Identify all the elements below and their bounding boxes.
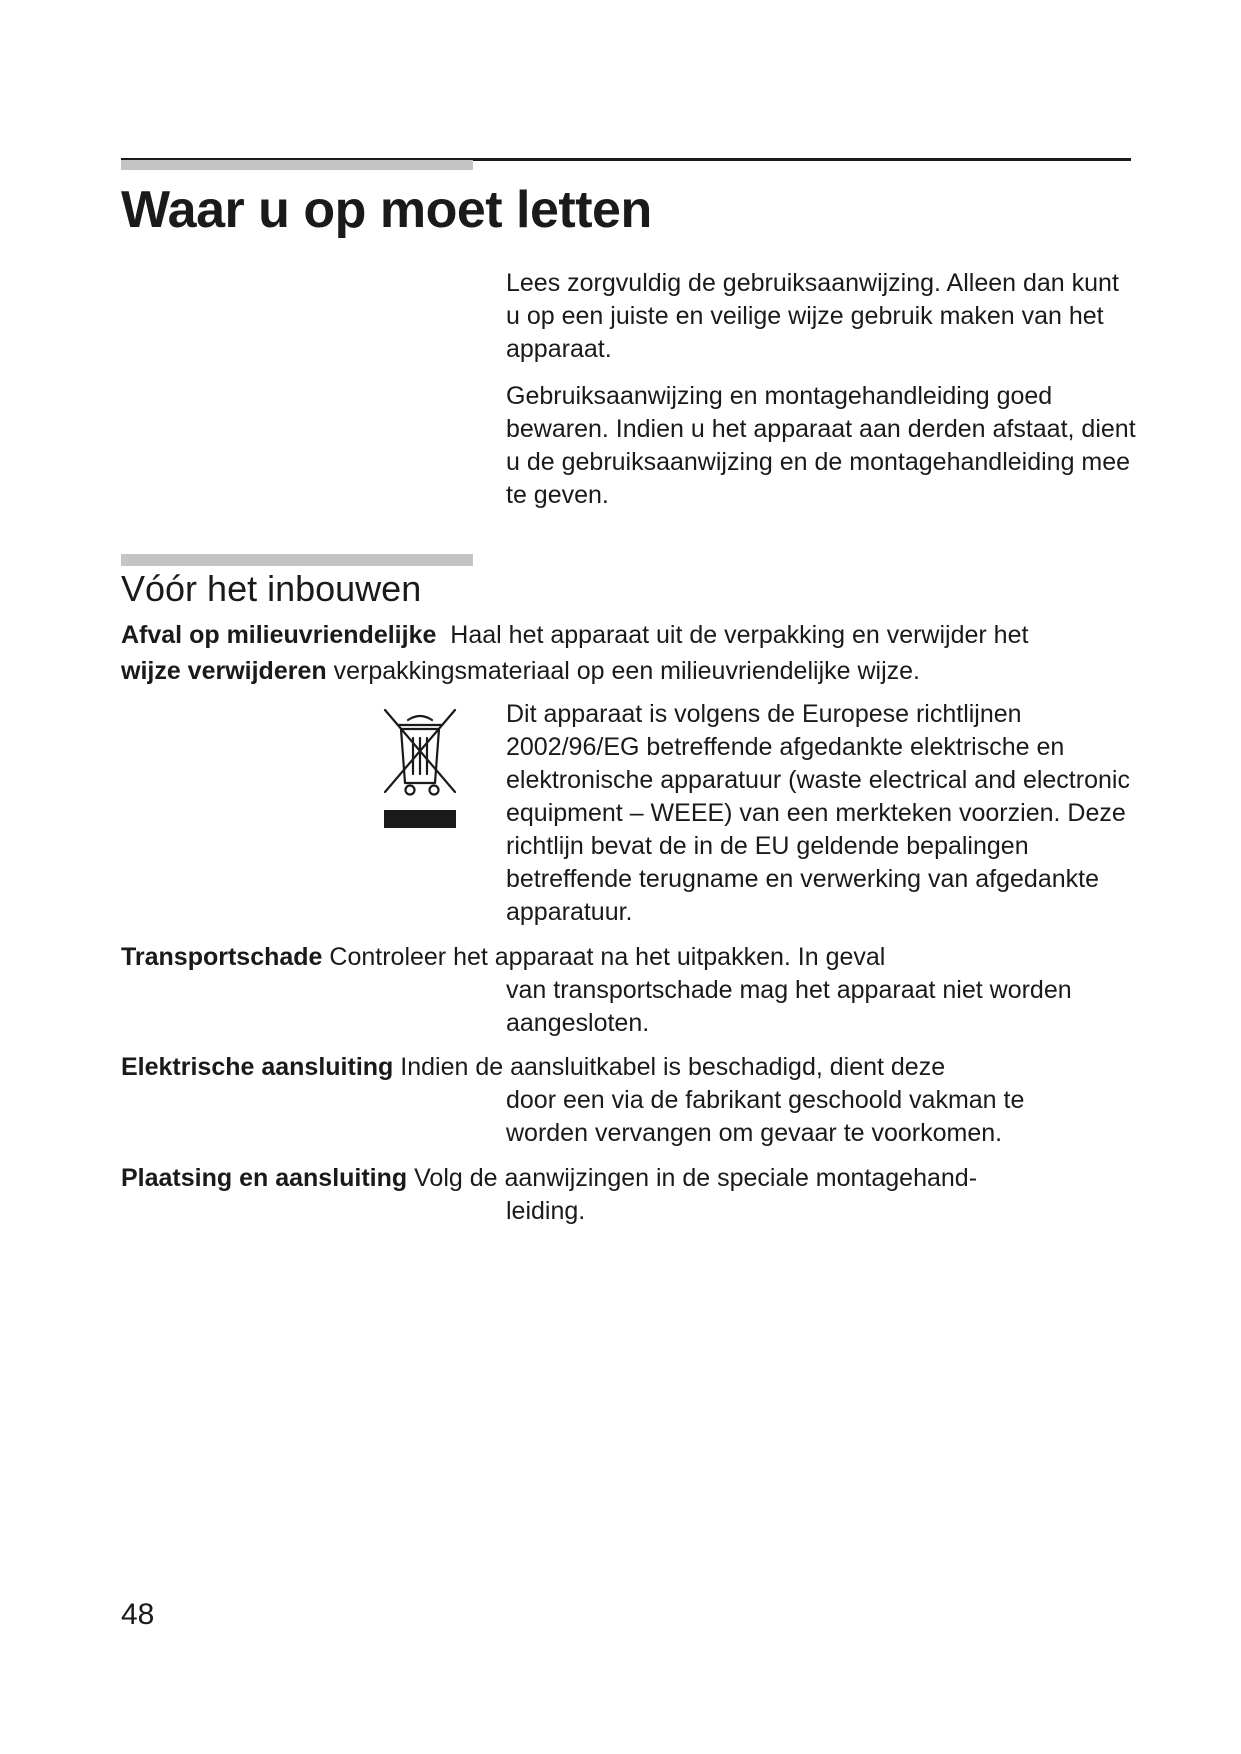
- heading-rule-grey: [121, 160, 473, 170]
- plaatsing-line-2: leiding.: [506, 1197, 586, 1225]
- elektrisch-text-1: Indien de aansluitkabel is beschadigd, dient deze: [400, 1053, 946, 1081]
- page-number: 48: [121, 1598, 155, 1631]
- weee-recycle-icon: [380, 706, 460, 830]
- weee-paragraph: Dit apparaat is volgens de Europese richtlijnen 2002/96/EG betreffende afgedankte elektrische en elektronische apparatuur (waste electrical and electronic equipment – WEEE) van een merkteken voorzien. Deze richtlijn bevat de in de EU geldende bepalingen betreffende terugname en verwerking van afgedankte apparatuur.: [506, 700, 1130, 926]
- transport-text-1: Controleer het apparaat na het uitpakken. In geval: [329, 943, 886, 971]
- page-title: Waar u op moet letten: [121, 181, 652, 239]
- plaatsing-line-1: [121, 1162, 977, 1195]
- transport-label: Transportschade: [121, 943, 323, 971]
- elektrisch-line-1: [121, 1051, 945, 1084]
- section-rule-grey: [121, 554, 473, 566]
- transport-line-1: [121, 941, 885, 974]
- section-title: Vóór het inbouwen: [121, 568, 422, 609]
- plaatsing-label: Plaatsing en aansluiting: [121, 1164, 408, 1192]
- afval-line-2: [121, 655, 920, 688]
- elektrisch-label: Elektrische aansluiting: [121, 1053, 394, 1081]
- afval-label-1: Afval op milieuvriendelijke: [121, 621, 437, 649]
- transport-line-3: aangesloten.: [506, 1009, 650, 1037]
- intro-paragraph-1: Lees zorgvuldig de gebruiksaanwijzing. Alleen dan kunt u op een juiste en veilige wijze gebruik maken van het apparaat.: [506, 269, 1119, 363]
- plaatsing-text-1: Volg de aanwijzingen in de speciale montagehand-: [414, 1164, 978, 1192]
- elektrisch-line-2: door een via de fabrikant geschoold vakman te: [506, 1086, 1025, 1114]
- transport-line-2: van transportschade mag het apparaat niet worden: [506, 976, 1072, 1004]
- intro-paragraph-2: Gebruiksaanwijzing en montagehandleiding goed bewaren. Indien u het apparaat aan derden afstaat, dient u de gebruiksaanwijzing en de montagehandleiding mee te geven.: [506, 382, 1136, 509]
- afval-text-2: verpakkingsmateriaal op een milieuvriendelijke wijze.: [333, 657, 920, 685]
- elektrisch-line-3: worden vervangen om gevaar te voorkomen.: [506, 1119, 1003, 1147]
- afval-line-1: [121, 619, 1028, 652]
- afval-text-1: Haal het apparaat uit de verpakking en verwijder het: [450, 621, 1029, 649]
- afval-label-2: wijze verwijderen: [121, 657, 327, 685]
